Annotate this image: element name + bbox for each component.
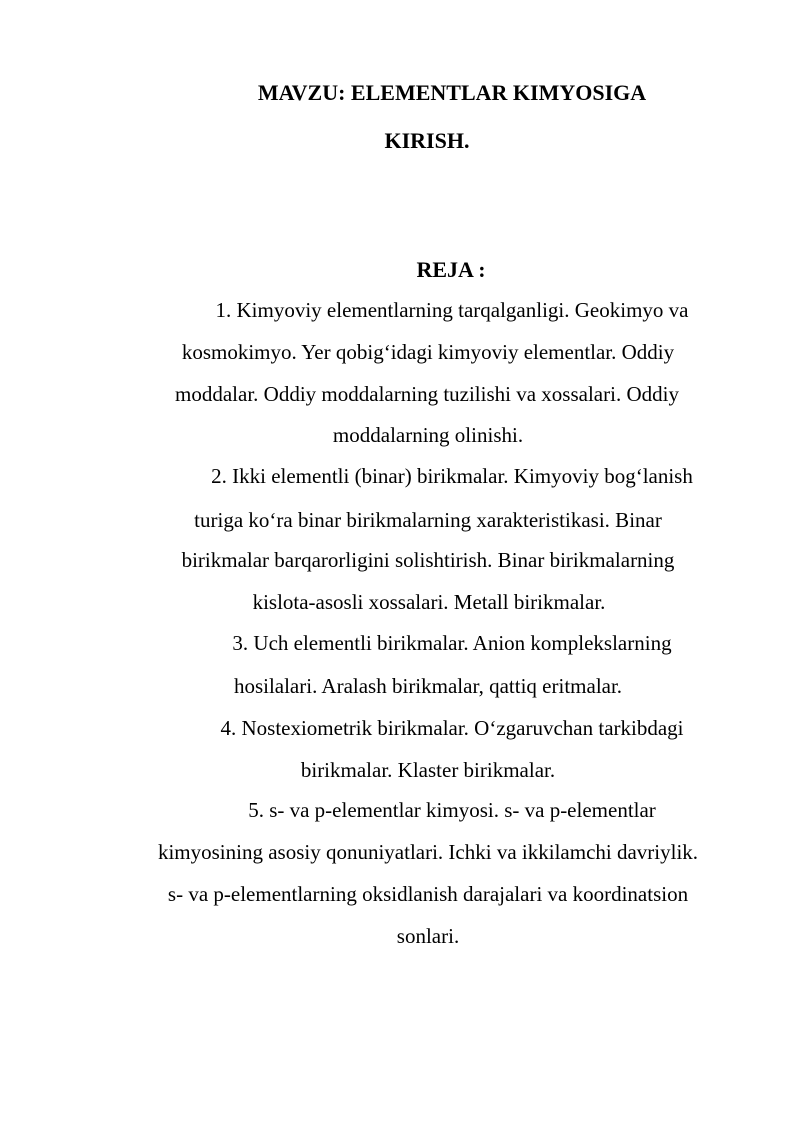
- plan-heading: REJA :: [416, 257, 486, 282]
- plan-line: s- va p-elementlarning oksidlanish darajalari va koordinatsion: [167, 882, 689, 906]
- plan-line: kosmokimyo. Yer qobig‘idagi kimyoviy elementlar. Oddiy: [181, 340, 675, 364]
- plan-line: turiga ko‘ra binar birikmalarning xarakteristikasi. Binar: [194, 508, 662, 532]
- plan-line: birikmalar. Klaster birikmalar.: [300, 758, 556, 782]
- plan-line: hosilalari. Aralash birikmalar, qattiq eritmalar.: [233, 674, 623, 698]
- plan-line: moddalarning olinishi.: [332, 423, 524, 447]
- plan-line: kimyosining asosiy qonuniyatlari. Ichki va ikkilamchi davriylik.: [157, 840, 699, 864]
- plan-line: kislota-asosli xossalari. Metall birikmalar.: [252, 590, 606, 614]
- plan-line: 4. Nostexiometrik birikmalar. O‘zgaruvchan tarkibdagi: [220, 716, 684, 740]
- plan-line: 1. Kimyoviy elementlarning tarqalganligi. Geokimyo va: [215, 298, 689, 322]
- plan-line: birikmalar barqarorligini solishtirish. Binar birikmalarning: [181, 548, 675, 572]
- plan-line: 2. Ikki elementli (binar) birikmalar. Kimyoviy bog‘lanish: [211, 464, 693, 488]
- plan-line: 5. s- va p-elementlar kimyosi. s- va p-elementlar: [248, 798, 656, 822]
- document-title-line-2: KIRISH.: [384, 128, 470, 153]
- plan-line: sonlari.: [396, 924, 460, 948]
- document-title-line-1: MAVZU: ELEMENTLAR KIMYOSIGA: [257, 80, 647, 105]
- plan-line: 3. Uch elementli birikmalar. Anion komplekslarning: [232, 631, 672, 655]
- plan-line: moddalar. Oddiy moddalarning tuzilishi va xossalari. Oddiy: [175, 382, 679, 406]
